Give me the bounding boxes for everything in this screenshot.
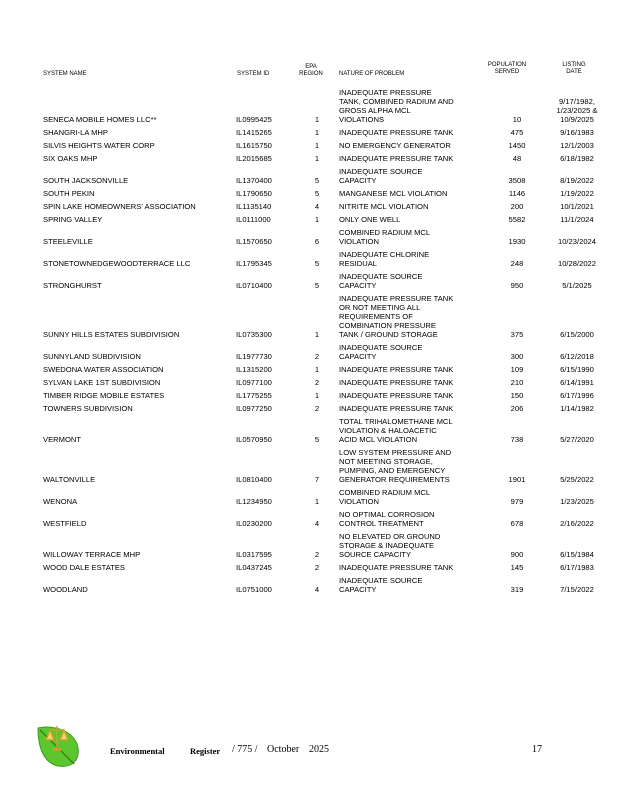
- date-line: 7/15/2022: [560, 585, 594, 594]
- system-name: WOOD DALE ESTATES: [43, 563, 125, 572]
- population-served: 375: [510, 330, 524, 339]
- population-served: 206: [510, 404, 524, 413]
- epa-region: 1: [314, 215, 320, 224]
- problem-line: VIOLATION & HALOACETIC: [339, 426, 437, 435]
- epa-region: 1: [314, 115, 320, 124]
- listing-date: [546, 176, 608, 185]
- table-row: [0, 378, 618, 387]
- system-name: WILLOWAY TERRACE MHP: [43, 550, 141, 559]
- epa-region: 1: [314, 391, 320, 400]
- date-line: 8/19/2022: [560, 176, 594, 185]
- date-line: 1/23/2025 &: [556, 106, 598, 115]
- problem-line: INADEQUATE PRESSURE TANK: [339, 154, 454, 163]
- population-served: 248: [510, 259, 524, 268]
- listing-date: [546, 259, 608, 268]
- population-served: 145: [510, 563, 524, 572]
- nature-of-problem: [339, 576, 479, 594]
- system-id: IL0735300: [236, 330, 272, 339]
- header-system-id: SYSTEM ID: [237, 71, 270, 77]
- population-served: 950: [510, 281, 524, 290]
- nature-of-problem: [339, 563, 479, 572]
- date-line: 5/1/2025: [562, 281, 592, 290]
- system-name: SYLVAN LAKE 1ST SUBDIVISION: [43, 378, 161, 387]
- table-row: [0, 202, 618, 211]
- date-line: 6/15/1990: [560, 365, 594, 374]
- epa-region: 2: [314, 378, 320, 387]
- population-served: 300: [510, 352, 524, 361]
- table-row: [0, 365, 618, 374]
- table-row: [0, 294, 618, 339]
- problem-line: NO ELEVATED OR GROUND: [339, 532, 441, 541]
- table-row: [0, 404, 618, 413]
- epa-region: 2: [314, 352, 320, 361]
- epa-region: 1: [314, 128, 320, 137]
- date-line: 10/28/2022: [557, 259, 596, 268]
- date-line: 1/14/1982: [560, 404, 594, 413]
- epa-region: 1: [314, 154, 320, 163]
- system-name: WESTFIELD: [43, 519, 87, 528]
- listing-date: [546, 330, 608, 339]
- table-row: [0, 141, 618, 150]
- footer-publication: Environmental: [110, 746, 165, 756]
- population-served: 10: [512, 115, 522, 124]
- system-name: SUNNYLAND SUBDIVISION: [43, 352, 141, 361]
- epa-region: 4: [314, 585, 320, 594]
- epa-region: 5: [314, 189, 320, 198]
- epa-region: 1: [314, 330, 320, 339]
- nature-of-problem: [339, 272, 479, 290]
- listing-date: [546, 352, 608, 361]
- system-id: IL1234950: [236, 497, 272, 506]
- epa-region: 4: [314, 519, 320, 528]
- nature-of-problem: [339, 378, 479, 387]
- problem-line: PUMPING, AND EMERGENCY: [339, 466, 446, 475]
- date-line: 11/1/2024: [560, 215, 594, 224]
- listing-date: [546, 550, 608, 559]
- table-row: [0, 128, 618, 137]
- system-id: IL0570950: [236, 435, 272, 444]
- listing-date: [546, 154, 608, 163]
- table-row: [0, 88, 618, 124]
- listing-date: [546, 141, 608, 150]
- date-line: 5/25/2022: [560, 475, 594, 484]
- date-line: 6/15/1984: [560, 550, 594, 559]
- population-served: 475: [510, 128, 524, 137]
- table-row: [0, 576, 618, 594]
- problem-line: VIOLATIONS: [339, 115, 385, 124]
- nature-of-problem: [339, 141, 479, 150]
- footer-month: October: [267, 744, 300, 755]
- environmental-register-leaf-logo: [34, 718, 86, 770]
- problem-line: TOTAL TRIHALOMETHANE MCL: [339, 417, 453, 426]
- listing-date: [546, 281, 608, 290]
- footer-page-number: 17: [532, 744, 542, 755]
- system-name: WENONA: [43, 497, 78, 506]
- system-id: IL1790650: [236, 189, 272, 198]
- problem-line: INADEQUATE SOURCE: [339, 167, 423, 176]
- system-id: IL1795345: [236, 259, 272, 268]
- problem-line: ONLY ONE WELL: [339, 215, 401, 224]
- system-id: IL0710400: [236, 281, 272, 290]
- problem-line: MANGANESE MCL VIOLATION: [339, 189, 448, 198]
- system-name: TOWNERS SUBDIVISION: [43, 404, 133, 413]
- nature-of-problem: [339, 189, 479, 198]
- listing-date: [546, 189, 608, 198]
- listing-date: [546, 404, 608, 413]
- system-id: IL0751000: [236, 585, 272, 594]
- system-name: SOUTH JACKSONVILLE: [43, 176, 129, 185]
- epa-region: 5: [314, 281, 320, 290]
- system-name: SENECA MOBILE HOMES LLC**: [43, 115, 157, 124]
- nature-of-problem: [339, 167, 479, 185]
- listing-date: [546, 391, 608, 400]
- population-served: 979: [510, 497, 524, 506]
- system-id: IL1415265: [236, 128, 272, 137]
- population-served: 1146: [508, 189, 526, 198]
- nature-of-problem: [339, 448, 479, 484]
- epa-region: 1: [314, 141, 320, 150]
- problem-line: INADEQUATE PRESSURE TANK: [339, 294, 454, 303]
- header-system-name: SYSTEM NAME: [43, 71, 87, 77]
- population-served: 900: [510, 550, 524, 559]
- table-row: [0, 532, 618, 559]
- table-row: [0, 448, 618, 484]
- problem-line: INADEQUATE PRESSURE TANK: [339, 391, 454, 400]
- header-listing-date: LISTING DATE: [562, 62, 586, 75]
- problem-line: VIOLATION: [339, 497, 379, 506]
- header-epa-region: EPA REGION: [299, 64, 323, 77]
- system-id: IL0810400: [236, 475, 272, 484]
- listing-date: [546, 475, 608, 484]
- table-row: [0, 228, 618, 246]
- system-name: WOODLAND: [43, 585, 88, 594]
- population-served: 678: [510, 519, 524, 528]
- problem-line: NOT MEETING STORAGE,: [339, 457, 433, 466]
- listing-date: [546, 237, 608, 246]
- listing-date: [546, 519, 608, 528]
- epa-region: 4: [314, 202, 320, 211]
- nature-of-problem: [339, 391, 479, 400]
- population-served: 3508: [508, 176, 526, 185]
- problem-line: CONTROL TREATMENT: [339, 519, 424, 528]
- problem-line: NO EMERGENCY GENERATOR: [339, 141, 451, 150]
- table-row: [0, 189, 618, 198]
- table-row: [0, 391, 618, 400]
- population-served: 319: [510, 585, 524, 594]
- listing-date: [546, 365, 608, 374]
- date-line: 6/18/1982: [560, 154, 594, 163]
- date-line: 10/23/2024: [557, 237, 596, 246]
- epa-region: 1: [314, 497, 320, 506]
- problem-line: COMBINED RADIUM MCL: [339, 488, 431, 497]
- system-id: IL1570650: [236, 237, 272, 246]
- listing-date: [546, 563, 608, 572]
- date-line: 5/27/2020: [560, 435, 594, 444]
- system-name: TIMBER RIDGE MOBILE ESTATES: [43, 391, 165, 400]
- system-name: SILVIS HEIGHTS WATER CORP: [43, 141, 155, 150]
- nature-of-problem: [339, 294, 479, 339]
- listing-date: [546, 435, 608, 444]
- date-line: 12/1/2003: [560, 141, 594, 150]
- system-id: IL0111000: [236, 215, 271, 224]
- date-line: 6/17/1996: [560, 391, 594, 400]
- table-row: [0, 167, 618, 185]
- listing-date: [546, 128, 608, 137]
- problem-line: SOURCE CAPACITY: [339, 550, 412, 559]
- problem-line: COMBINATION PRESSURE: [339, 321, 436, 330]
- nature-of-problem: [339, 365, 479, 374]
- nature-of-problem: [339, 532, 479, 559]
- date-line: 10/1/2021: [560, 202, 594, 211]
- problem-line: ACID MCL VIOLATION: [339, 435, 418, 444]
- problem-line: NO OPTIMAL CORROSION: [339, 510, 435, 519]
- problem-line: INADEQUATE PRESSURE TANK: [339, 404, 454, 413]
- table-row: [0, 154, 618, 163]
- epa-region: 6: [314, 237, 320, 246]
- date-line: 1/23/2025: [560, 497, 594, 506]
- system-name: WALTONVILLE: [43, 475, 96, 484]
- listing-date: [546, 202, 608, 211]
- header-nature-of-problem: NATURE OF PROBLEM: [339, 71, 405, 77]
- date-line: 6/12/2018: [560, 352, 594, 361]
- system-id: IL0230200: [236, 519, 272, 528]
- date-line: 9/16/1983: [560, 128, 594, 137]
- problem-line: GENERATOR REQUIREMENTS: [339, 475, 450, 484]
- problem-line: GROSS ALPHA MCL: [339, 106, 411, 115]
- problem-line: COMBINED RADIUM MCL: [339, 228, 431, 237]
- problem-line: CAPACITY: [339, 352, 377, 361]
- system-name: VERMONT: [43, 435, 81, 444]
- system-id: IL0317595: [236, 550, 272, 559]
- table-row: [0, 488, 618, 506]
- system-name: STONETOWNEDGEWOODTERRACE LLC: [43, 259, 191, 268]
- listing-date: [546, 585, 608, 594]
- system-name: SOUTH PEKIN: [43, 189, 95, 198]
- problem-line: INADEQUATE SOURCE: [339, 343, 423, 352]
- system-id: IL1135140: [236, 202, 272, 211]
- epa-region: 5: [314, 176, 320, 185]
- system-name: STRONGHURST: [43, 281, 102, 290]
- epa-region: 2: [314, 550, 320, 559]
- nature-of-problem: [339, 417, 479, 444]
- nature-of-problem: [339, 488, 479, 506]
- table-row: [0, 417, 618, 444]
- problem-line: INADEQUATE CHLORINE: [339, 250, 430, 259]
- date-line: 10/9/2025: [560, 115, 594, 124]
- epa-region: 1: [314, 365, 320, 374]
- date-line: 2/16/2022: [560, 519, 594, 528]
- problem-line: INADEQUATE PRESSURE TANK: [339, 563, 454, 572]
- population-served: 200: [510, 202, 524, 211]
- problem-line: TANK / GROUND STORAGE: [339, 330, 438, 339]
- system-name: SWEDONA WATER ASSOCIATION: [43, 365, 164, 374]
- problem-line: RESIDUAL: [339, 259, 377, 268]
- listing-date: [546, 97, 608, 124]
- system-id: IL1775255: [236, 391, 272, 400]
- population-served: 1901: [508, 475, 526, 484]
- epa-region: 5: [314, 259, 320, 268]
- system-name: SIX OAKS MHP: [43, 154, 98, 163]
- system-id: IL1615750: [236, 141, 272, 150]
- date-line: 6/17/1983: [560, 563, 594, 572]
- date-line: 6/14/1991: [560, 378, 594, 387]
- nature-of-problem: [339, 404, 479, 413]
- population-served: 150: [510, 391, 524, 400]
- system-name: SPRING VALLEY: [43, 215, 103, 224]
- date-line: 6/15/2000: [560, 330, 594, 339]
- problem-line: NITRITE MCL VIOLATION: [339, 202, 429, 211]
- population-served: 1450: [508, 141, 526, 150]
- listing-date: [546, 378, 608, 387]
- population-served: 5582: [508, 215, 526, 224]
- table-row: [0, 250, 618, 268]
- epa-region: 7: [314, 475, 320, 484]
- problem-line: INADEQUATE SOURCE: [339, 272, 423, 281]
- table-row: [0, 510, 618, 528]
- footer-issue: / 775 /: [232, 744, 258, 755]
- system-id: IL1977730: [236, 352, 272, 361]
- system-id: IL2015685: [236, 154, 272, 163]
- system-id: IL1315200: [236, 365, 272, 374]
- population-served: 738: [510, 435, 524, 444]
- header-population-served: POPULATION SERVED: [487, 62, 527, 75]
- system-id: IL0977250: [236, 404, 272, 413]
- problem-line: INADEQUATE PRESSURE: [339, 88, 432, 97]
- listing-date: [546, 215, 608, 224]
- population-served: 48: [512, 154, 522, 163]
- epa-region: 5: [314, 435, 320, 444]
- population-served: 1930: [508, 237, 526, 246]
- system-name: SHANGRI-LA MHP: [43, 128, 108, 137]
- system-name: SUNNY HILLS ESTATES SUBDIVISION: [43, 330, 180, 339]
- listing-date: [546, 497, 608, 506]
- table-row: [0, 272, 618, 290]
- nature-of-problem: [339, 250, 479, 268]
- problem-line: INADEQUATE SOURCE: [339, 576, 423, 585]
- population-served: 210: [510, 378, 524, 387]
- problem-line: INADEQUATE PRESSURE TANK: [339, 378, 454, 387]
- epa-region: 2: [314, 404, 320, 413]
- system-id: IL1370400: [236, 176, 272, 185]
- system-name: SPIN LAKE HOMEOWNERS' ASSOCIATION: [43, 202, 196, 211]
- nature-of-problem: [339, 202, 479, 211]
- problem-line: OR NOT MEETING ALL: [339, 303, 421, 312]
- problem-line: INADEQUATE PRESSURE TANK: [339, 365, 454, 374]
- problem-line: REQUIREMENTS OF: [339, 312, 413, 321]
- nature-of-problem: [339, 88, 479, 124]
- system-id: IL0437245: [236, 563, 272, 572]
- problem-line: CAPACITY: [339, 281, 377, 290]
- system-id: IL0977100: [236, 378, 272, 387]
- nature-of-problem: [339, 154, 479, 163]
- date-line: 9/17/1982,: [559, 97, 595, 106]
- nature-of-problem: [339, 510, 479, 528]
- population-served: 109: [510, 365, 524, 374]
- footer-register: Register: [190, 746, 221, 756]
- problem-line: STORAGE & INADEQUATE: [339, 541, 435, 550]
- system-name: STEELEVILLE: [43, 237, 93, 246]
- system-id: IL0995425: [236, 115, 272, 124]
- problem-line: VIOLATION: [339, 237, 379, 246]
- problem-line: CAPACITY: [339, 176, 377, 185]
- footer-year: 2025: [309, 744, 329, 755]
- date-line: 1/19/2022: [560, 189, 594, 198]
- problem-line: TANK, COMBINED RADIUM AND: [339, 97, 454, 106]
- table-row: [0, 343, 618, 361]
- epa-region: 2: [314, 563, 320, 572]
- problem-line: INADEQUATE PRESSURE TANK: [339, 128, 454, 137]
- nature-of-problem: [339, 228, 479, 246]
- problem-line: LOW SYSTEM PRESSURE AND: [339, 448, 452, 457]
- nature-of-problem: [339, 215, 479, 224]
- table-row: [0, 563, 618, 572]
- table-row: [0, 215, 618, 224]
- nature-of-problem: [339, 343, 479, 361]
- nature-of-problem: [339, 128, 479, 137]
- problem-line: CAPACITY: [339, 585, 377, 594]
